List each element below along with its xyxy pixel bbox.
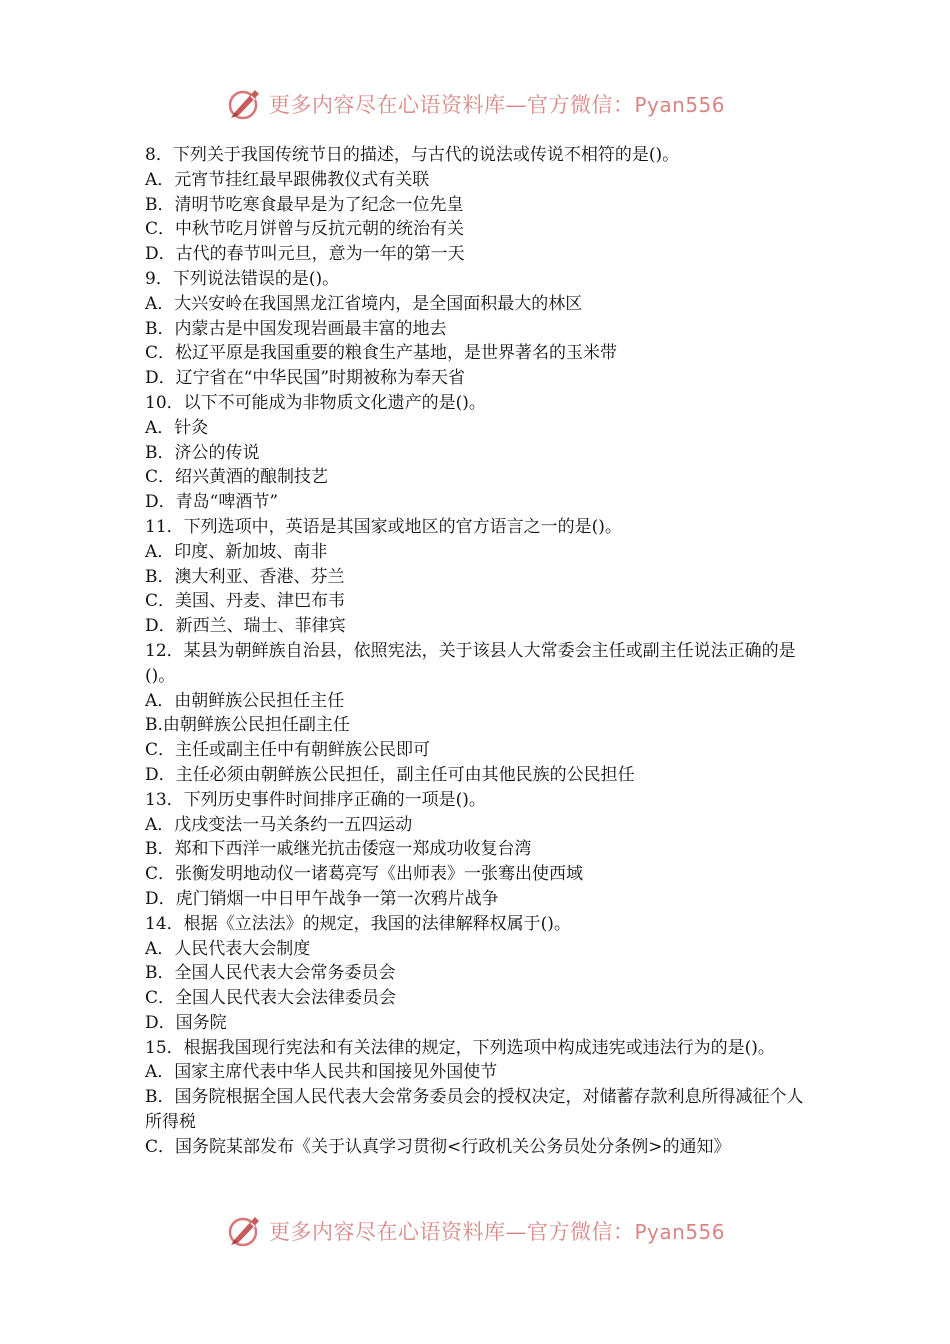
option-8c: C．中秋节吃月饼曾与反抗元朝的统治有关 — [145, 219, 465, 240]
footer-banner — [0, 1209, 950, 1253]
question-8: 8．下列关于我国传统节日的描述，与古代的说法或传说不相符的是()。 — [145, 145, 680, 165]
option-12a: A．由朝鲜族公民担任主任 — [145, 690, 345, 711]
option-12d: D．主任必须由朝鲜族公民担任，副主任可由其他民族的公民担任 — [145, 764, 635, 785]
banner-main-text: 更多内容尽在心语资料库—官方微信： — [268, 1220, 635, 1244]
option-13c: C．张衡发明地动仪一诸葛亮写《出师表》一张骞出使西域 — [145, 864, 584, 885]
option-10d: D．青岛“啤酒节” — [145, 492, 279, 513]
option-15a: A．国家主席代表中华人民共和国接见外国使节 — [145, 1062, 498, 1083]
option-13b: B．郑和下西洋一戚继光抗击倭寇一郑成功收复台湾 — [145, 839, 532, 860]
option-9d: D．辽宁省在“中华民国”时期被称为奉天省 — [145, 368, 466, 389]
quill-logo-icon — [225, 1211, 265, 1251]
quill-logo-icon — [225, 84, 265, 124]
option-14b: B．全国人民代表大会常务委员会 — [145, 963, 396, 984]
option-11c: C．美国、丹麦、津巴布韦 — [145, 591, 346, 612]
option-11b: B．澳大利亚、香港、芬兰 — [145, 566, 345, 587]
option-14d: D．国务院 — [145, 1012, 227, 1033]
option-9a: A．大兴安岭在我国黑龙江省境内，是全国面积最大的林区 — [145, 293, 583, 314]
option-9c: C．松辽平原是我国重要的粮食生产基地，是世界著名的玉米带 — [145, 343, 618, 364]
option-11a: A．印度、新加坡、南非 — [145, 541, 328, 562]
option-8b: B．清明节吃寒食最早是为了纪念一位先皇 — [145, 194, 464, 215]
option-15b: B．国务院根据全国人民代表大会常务委员会的授权决定，对储蓄存款利息所得减征个人所得税 — [145, 1087, 804, 1133]
option-11d: D．新西兰、瑞士、菲律宾 — [145, 616, 346, 637]
option-14a: A．人民代表大会制度 — [145, 938, 311, 959]
option-14c: C．全国人民代表大会法律委员会 — [145, 988, 397, 1009]
banner-text — [269, 89, 725, 119]
question-14: 14．根据《立法法》的规定，我国的法律解释权属于()。 — [145, 913, 571, 934]
option-8d: D．古代的春节叫元旦，意为一年的第一天 — [145, 244, 465, 265]
option-12b: B.由朝鲜族公民担任副主任 — [145, 715, 350, 736]
header-banner — [0, 82, 950, 126]
banner-handle: Pyan556 — [634, 1220, 725, 1244]
option-10a: A．针灸 — [145, 417, 209, 438]
option-8a: A．元宵节挂红最早跟佛教仪式有关联 — [145, 169, 430, 190]
banner-text — [269, 1216, 725, 1246]
option-12c: C．主任或副主任中有朝鲜族公民即可 — [145, 740, 431, 761]
question-9: 9．下列说法错误的是()。 — [145, 268, 340, 289]
banner-main-text: 更多内容尽在心语资料库—官方微信： — [268, 93, 635, 117]
question-15: 15．根据我国现行宪法和有关法律的规定，下列选项中构成违宪或违法行为的是()。 — [145, 1037, 775, 1058]
question-12: 12．某县为朝鲜族自治县，依照宪法，关于该县人大常委会主任或副主任说法正确的是()。 — [145, 640, 796, 686]
option-10b: B．济公的传说 — [145, 442, 260, 463]
question-10: 10．以下不可能成为非物质文化遗产的是()。 — [145, 392, 486, 413]
option-13d: D．虎门销烟一中日甲午战争一第一次鸦片战争 — [145, 888, 499, 909]
option-10c: C．绍兴黄酒的酿制技艺 — [145, 467, 329, 488]
question-content — [145, 143, 810, 1160]
option-15c: C．国务院某部发布《关于认真学习贯彻<行政机关公务员处分条例>的通知》 — [145, 1136, 731, 1157]
question-13: 13．下列历史事件时间排序正确的一项是()。 — [145, 789, 486, 810]
banner-handle: Pyan556 — [634, 93, 725, 117]
option-9b: B．内蒙古是中国发现岩画最丰富的地去 — [145, 318, 447, 339]
option-13a: A．戊戌变法一马关条约一五四运动 — [145, 814, 413, 835]
question-11: 11．下列选项中，英语是其国家或地区的官方语言之一的是()。 — [145, 516, 622, 537]
